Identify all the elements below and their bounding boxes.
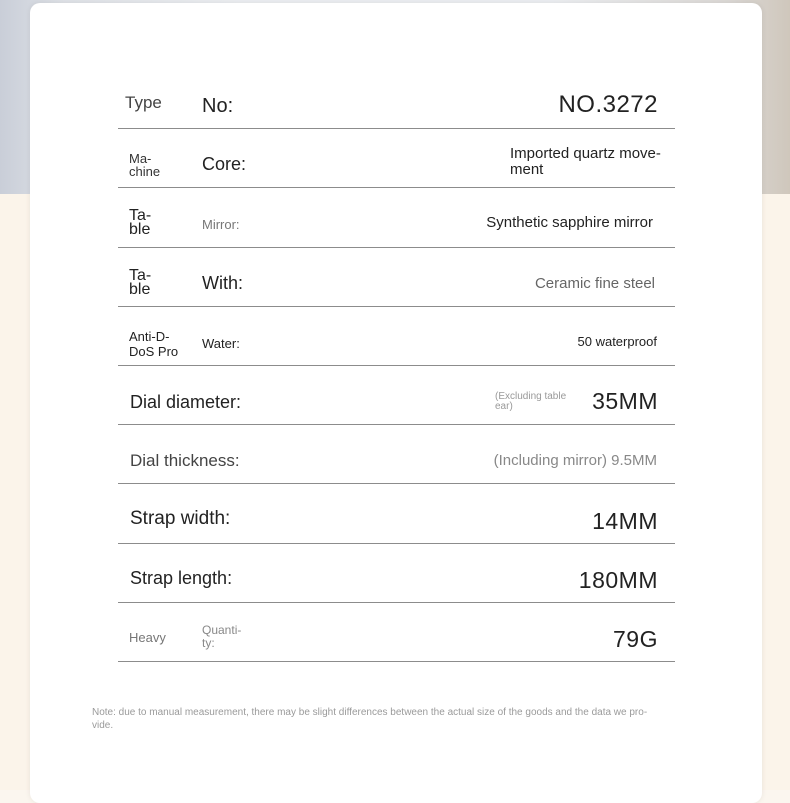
spec-row-movement [118, 128, 675, 188]
row-label: Mirror: [202, 217, 240, 232]
row-label: Water: [202, 336, 240, 351]
spec-row-dial-thickness [118, 424, 675, 484]
row-label: Dial diameter: [130, 392, 242, 412]
row-label: Quanti- ty: [202, 623, 242, 650]
spec-row-strap-length [118, 543, 675, 603]
row-label: Strap length: [130, 568, 233, 588]
spec-row-weight [118, 602, 675, 662]
row-label-prefix: Ma- chine [129, 151, 161, 179]
row-label-prefix: Ta- ble [129, 207, 152, 238]
row-value: 35MM [592, 388, 658, 414]
row-label: Core: [202, 154, 247, 174]
row-label-prefix: Heavy [129, 630, 166, 645]
row-label: No: [202, 95, 234, 117]
row-label: With: [202, 273, 244, 293]
row-value: Imported quartz move- ment [510, 145, 661, 178]
row-label-prefix: Type [125, 93, 162, 112]
spec-row-strap-width [118, 483, 675, 544]
spec-row-case [118, 247, 675, 307]
footnote: Note: due to manual measurement, there may be slight differences between the actual size of the goods and the data we pro- vide. [92, 707, 648, 731]
row-label-prefix: Anti-D- DoS Pro [129, 329, 179, 359]
row-value: 79G [613, 626, 658, 652]
spec-row-mirror [118, 187, 675, 248]
spec-row-model [118, 88, 675, 129]
spec-row-dial-diameter [118, 365, 675, 425]
row-value-note: (Excluding table ear) [495, 391, 567, 412]
row-value: 50 waterproof [577, 334, 657, 349]
row-label-prefix: Ta- ble [129, 267, 152, 298]
spec-row-water [118, 306, 675, 366]
row-value: Ceramic fine steel [534, 275, 655, 292]
row-value: 180MM [578, 567, 658, 593]
row-value: NO.3272 [558, 91, 658, 118]
row-label: Strap width: [130, 508, 231, 529]
row-value: 14MM [592, 508, 658, 534]
row-value: Synthetic sapphire mirror [486, 214, 653, 231]
row-label: Dial thickness: [130, 451, 240, 470]
row-value: (Including mirror) 9.5MM [493, 452, 657, 469]
